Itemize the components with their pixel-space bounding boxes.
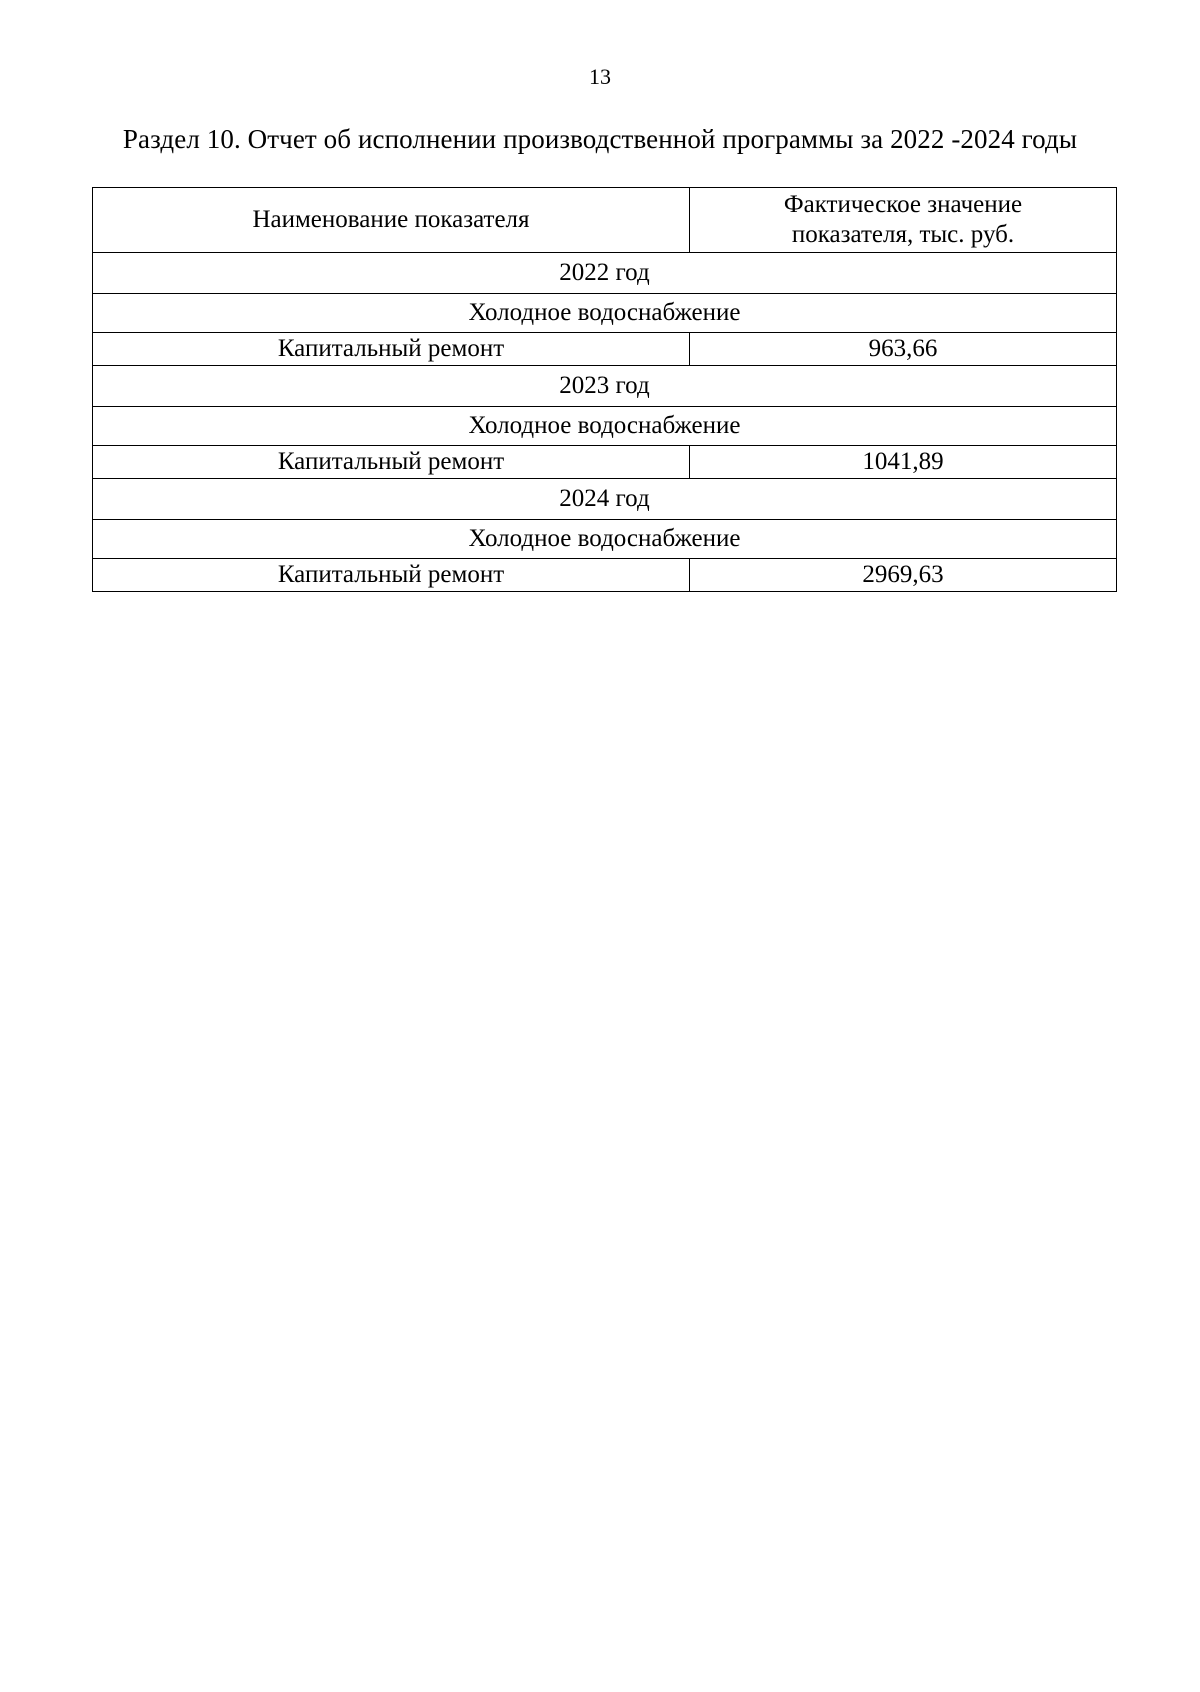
table-row [93, 446, 1117, 479]
year-label: 2024 год [93, 479, 1117, 520]
report-table [92, 187, 1117, 592]
item-value: 963,66 [690, 333, 1117, 366]
section-title: Раздел 10. Отчет об исполнении производственной программы за 2022 -2024 годы [122, 124, 1078, 154]
year-row [93, 253, 1117, 294]
category-row [93, 520, 1117, 559]
header-actual-value-line1: Фактическое значение [783, 191, 1023, 218]
category-label: Холодное водоснабжение [93, 520, 1117, 559]
year-row [93, 479, 1117, 520]
category-row [93, 294, 1117, 333]
item-name: Капитальный ремонт [93, 446, 690, 479]
table-row [93, 559, 1117, 592]
header-actual-value [690, 188, 1117, 253]
year-label: 2023 год [93, 366, 1117, 407]
item-name: Капитальный ремонт [93, 333, 690, 366]
page-number: 13 [589, 64, 611, 89]
category-label: Холодное водоснабжение [93, 407, 1117, 446]
table-row [93, 333, 1117, 366]
category-label: Холодное водоснабжение [93, 294, 1117, 333]
table-header-row [93, 188, 1117, 253]
header-actual-value-line2: показателя, тыс. руб. [791, 221, 1015, 248]
category-row [93, 407, 1117, 446]
year-row [93, 366, 1117, 407]
item-name: Капитальный ремонт [93, 559, 690, 592]
header-indicator-name: Наименование показателя [93, 188, 690, 253]
item-value: 2969,63 [690, 559, 1117, 592]
item-value: 1041,89 [690, 446, 1117, 479]
year-label: 2022 год [93, 253, 1117, 294]
